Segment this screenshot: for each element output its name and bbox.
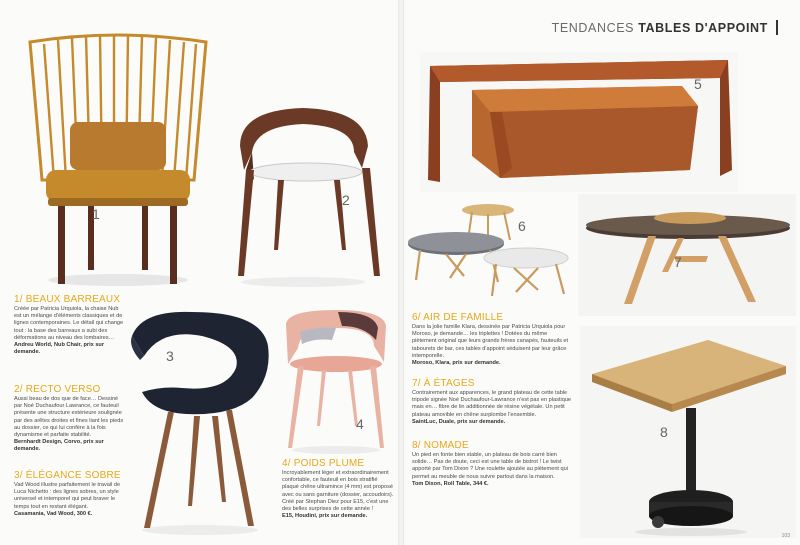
photo-corvo-chair: [218, 100, 388, 290]
photo-nesting-tables: [420, 52, 738, 192]
article-4-title: 4/ POIDS PLUME: [282, 458, 365, 469]
article-1-body: Créée par Patricia Urquiola, la chaise Nub est un mélange d'éléments classiques et de lignes contemporaines. Le détail qui change tout : la base des barreaux a subi des déformations au niveau des lombaires…: [14, 306, 124, 341]
article-8-credit: Tom Dixon, Roll Table, 344 €.: [412, 480, 489, 487]
item-number-8: 8: [660, 424, 668, 440]
article-2-credit: Bernhardt Design, Corvo, prix sur demande.: [14, 439, 104, 453]
header-bar: [776, 20, 778, 35]
article-1: [14, 294, 126, 356]
page-number: 103: [781, 533, 790, 539]
item-number-1: 1: [92, 206, 100, 222]
article-8-title: 8/ NOMADE: [412, 440, 469, 451]
item-number-2: 2: [342, 192, 350, 208]
article-4-body: Incroyablement léger et extraordinairement confortable, ce fauteuil en bois stratifié plaqué chêne ultramince (4 mm) est proposé avec ou sans garniture (dossier, accoudoirs). Créé par Stephan Diez pour E15, c'est une des belles surprises de cette année !: [282, 470, 394, 513]
photo-nub-chair: [18, 30, 218, 290]
article-7-body: Contrairement aux apparences, le grand plateau de cette table tripode signée Noé Duchaufour-Lawrance n'est pas en plastique mais en… fibre de lin additionnée de résine végétale. Un petit plateau amovible en chêne surplombe l'ensemble.: [412, 390, 572, 418]
item-number-4: 4: [356, 416, 364, 432]
photo-vad-wood-chair: [122, 306, 278, 538]
article-3: [14, 470, 126, 518]
article-2: [14, 384, 126, 454]
article-8: [412, 440, 572, 488]
article-7-title: 7/ À ÉTAGES: [412, 378, 475, 389]
item-number-6: 6: [518, 218, 526, 234]
article-7-credit: SaintLuc, Duale, prix sur demande.: [412, 418, 506, 425]
article-6-title: 6/ AIR DE FAMILLE: [412, 312, 504, 323]
article-4-credit: E15, Houdini, prix sur demande.: [282, 513, 368, 520]
item-number-5: 5: [694, 76, 702, 92]
photo-roll-table: [580, 326, 796, 538]
article-2-title: 2/ RECTO VERSO: [14, 384, 101, 395]
article-4: [282, 458, 394, 520]
page-gutter: [398, 0, 404, 545]
article-2-body: Aussi beau de dos que de face… Dessiné par Noé Duchaufour Lawrance, ce fauteuil présente une structure extérieure soulignée par des arêtes droites et fines liant les pieds au dossier, ce qui lui confère à la fois dynamisme et parfaite stabilité.: [14, 396, 124, 439]
article-7: [412, 378, 572, 426]
article-3-credit: Casamania, Vad Wood, 300 €.: [14, 510, 93, 517]
article-8-body: Un pied en fonte bien stable, un plateau de bois carré bien solide… Pas de doute, ceci est une table de bistrot ! Le twist apporté par Tom Dixon ? Une roulette ajoutée au piètement qui permet au meuble de nous suivre partout dans la maison.: [412, 452, 568, 480]
article-1-credit: Andreu World, Nub Chair, prix sur demande.: [14, 342, 105, 356]
article-6-body: Dans la jolie famille Klara, dessinée par Patricia Urquiola pour Moroso, je demande… les triplettes ! Dotées du même piètement original que leurs grands frères canapés, fauteuils et tabourets de bar, ces tables d'appoint séduisent par leur grâce intemporelle.: [412, 324, 569, 359]
item-number-3: 3: [166, 348, 174, 364]
article-3-body: Vad Wood illustre parfaitement le travail de Luca Nichetto : des lignes sobres, un style universel et intemporel qui peut braver le temps tout en restant élégant.: [14, 482, 121, 510]
section-kicker: TENDANCES: [551, 21, 635, 35]
article-6-credit: Moroso, Klara, prix sur demande.: [412, 360, 501, 367]
article-3-title: 3/ ÉLÉGANCE SOBRE: [14, 470, 121, 481]
item-number-7: 7: [674, 254, 682, 270]
section-header: [552, 20, 778, 35]
photo-duale-table: [578, 194, 796, 316]
article-6: [412, 312, 572, 367]
photo-klara-tables: [406, 198, 572, 302]
photo-houdini-chair: [278, 306, 394, 456]
article-1-title: 1/ BEAUX BARREAUX: [14, 294, 121, 305]
section-title: TABLES D'APPOINT: [638, 21, 768, 35]
